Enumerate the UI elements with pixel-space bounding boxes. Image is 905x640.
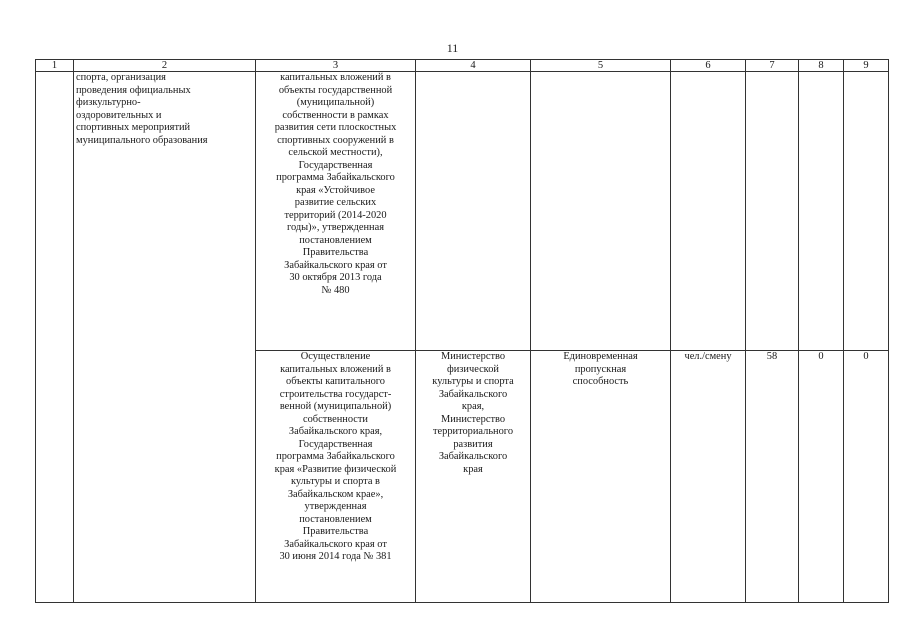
row2-unit-cell: чел./смену <box>671 351 746 603</box>
row1-col3-line: Государственная <box>298 159 373 171</box>
row1-col3-line: капитальных вложений в <box>280 72 391 83</box>
row2-col4-line: развития <box>453 438 493 450</box>
row2-col4-line: физической <box>447 363 499 375</box>
header-cell-4: 4 <box>416 60 531 72</box>
row1-col8-cell <box>799 72 844 351</box>
row1-col3-line: Забайкальского края от <box>284 259 387 271</box>
header-cell-7: 7 <box>746 60 799 72</box>
row2-col4-line: края, <box>461 401 485 412</box>
row2-col4-line: Министерство <box>440 351 506 362</box>
row2-col3-line: Забайкальского края, <box>288 426 383 437</box>
row1-col3-line: территорий (2014-2020 <box>284 209 387 221</box>
header-cell-3: 3 <box>256 60 416 72</box>
row2-col3-line: культуры и спорта в <box>291 476 380 487</box>
row1-col9-cell <box>844 72 889 351</box>
row2-col4-line: края <box>463 463 483 475</box>
page-number: 11 <box>446 41 459 55</box>
header-cell-8: 8 <box>799 60 844 72</box>
row2-col4-line: Забайкальского <box>438 451 508 462</box>
row2-col5-line: способность <box>572 376 629 387</box>
row1-col3-line: сельской местности), <box>288 147 383 158</box>
row1-col3-line: годы)», утвержденная <box>287 222 384 233</box>
row-cell-col2 <box>74 72 256 603</box>
row2-col3-line: строительства государст- <box>279 388 392 400</box>
row2-col3-line: Осуществление <box>300 351 371 362</box>
row1-col3-line: программа Забайкальского <box>276 172 395 183</box>
row1-col3-line: № 480 <box>321 284 350 296</box>
row2-col3-line: собственности <box>303 413 368 425</box>
row1-col3-line: (муниципальной) <box>296 97 375 108</box>
row1-col3-line: развития сети плоскостных <box>274 122 397 133</box>
header-cell-9: 9 <box>844 60 889 72</box>
row2-col3-line: капитальных вложений в <box>280 363 391 375</box>
row1-col3-line: развитие сельских <box>294 197 377 208</box>
row2-value-col7: 58 <box>746 351 799 603</box>
row1-col7-cell <box>746 72 799 351</box>
row1-col5-cell <box>531 72 671 351</box>
row1-col4-cell <box>416 72 531 351</box>
header-row <box>36 60 889 72</box>
row1-col3-line: края «Устойчивое <box>296 184 375 196</box>
row2-col3-cell <box>256 351 416 603</box>
row2-col3-line: края «Развитие физической <box>274 463 397 475</box>
row2-col3-line: Правительства <box>302 526 369 537</box>
row2-col4-line: территориального <box>432 426 514 437</box>
row-cell-col1 <box>36 72 74 603</box>
col2-line: физкультурно- <box>76 97 141 108</box>
row2-value-col8: 0 <box>799 351 844 603</box>
table-row-1 <box>36 72 889 351</box>
header-cell-1: 1 <box>36 60 74 72</box>
row2-col3-line: постановлением <box>299 513 372 525</box>
col2-line: оздоровительных и <box>76 109 162 121</box>
row1-col3-line: 30 октября 2013 года <box>289 272 382 283</box>
row1-col6-cell <box>671 72 746 351</box>
header-cell-5: 5 <box>531 60 671 72</box>
row1-col3-line: собственности в рамках <box>282 109 389 121</box>
row2-col3-line: утвержденная <box>304 501 367 512</box>
row2-col3-line: объекты капитального <box>286 376 385 387</box>
row2-col5-line: пропускная <box>574 363 627 375</box>
row1-col3-cell <box>256 72 416 351</box>
col2-line: проведения официальных <box>76 84 191 96</box>
row2-col4-cell <box>416 351 531 603</box>
row2-col3-line: Забайкальского края от <box>284 538 387 550</box>
row1-col3-line: Правительства <box>302 247 369 258</box>
header-cell-2: 2 <box>74 60 256 72</box>
row1-col3-line: спортивных сооружений в <box>277 134 394 146</box>
col2-line: муниципального образования <box>76 134 208 146</box>
row2-col4-line: культуры и спорта <box>432 376 514 387</box>
row2-col4-line: Министерство <box>440 413 506 425</box>
row2-col3-line: 30 июня 2014 года № 381 <box>279 551 392 562</box>
col2-line: спорта, организация <box>76 72 166 83</box>
row2-value-col9: 0 <box>844 351 889 603</box>
document-table <box>35 59 889 603</box>
row2-col5-cell <box>531 351 671 603</box>
row2-col4-line: Забайкальского <box>438 388 508 400</box>
row2-col3-line: Государственная <box>298 438 373 450</box>
row1-col3-line: постановлением <box>299 234 372 246</box>
col2-line: спортивных мероприятий <box>76 122 191 133</box>
row2-col3-line: венной (муниципальной) <box>279 401 392 412</box>
row2-col3-line: Забайкальском крае», <box>287 488 384 500</box>
row2-col5-line: Единовременная <box>563 351 638 362</box>
header-cell-6: 6 <box>671 60 746 72</box>
row1-col3-line: объекты государственной <box>278 84 393 96</box>
row2-col3-line: программа Забайкальского <box>276 451 395 462</box>
